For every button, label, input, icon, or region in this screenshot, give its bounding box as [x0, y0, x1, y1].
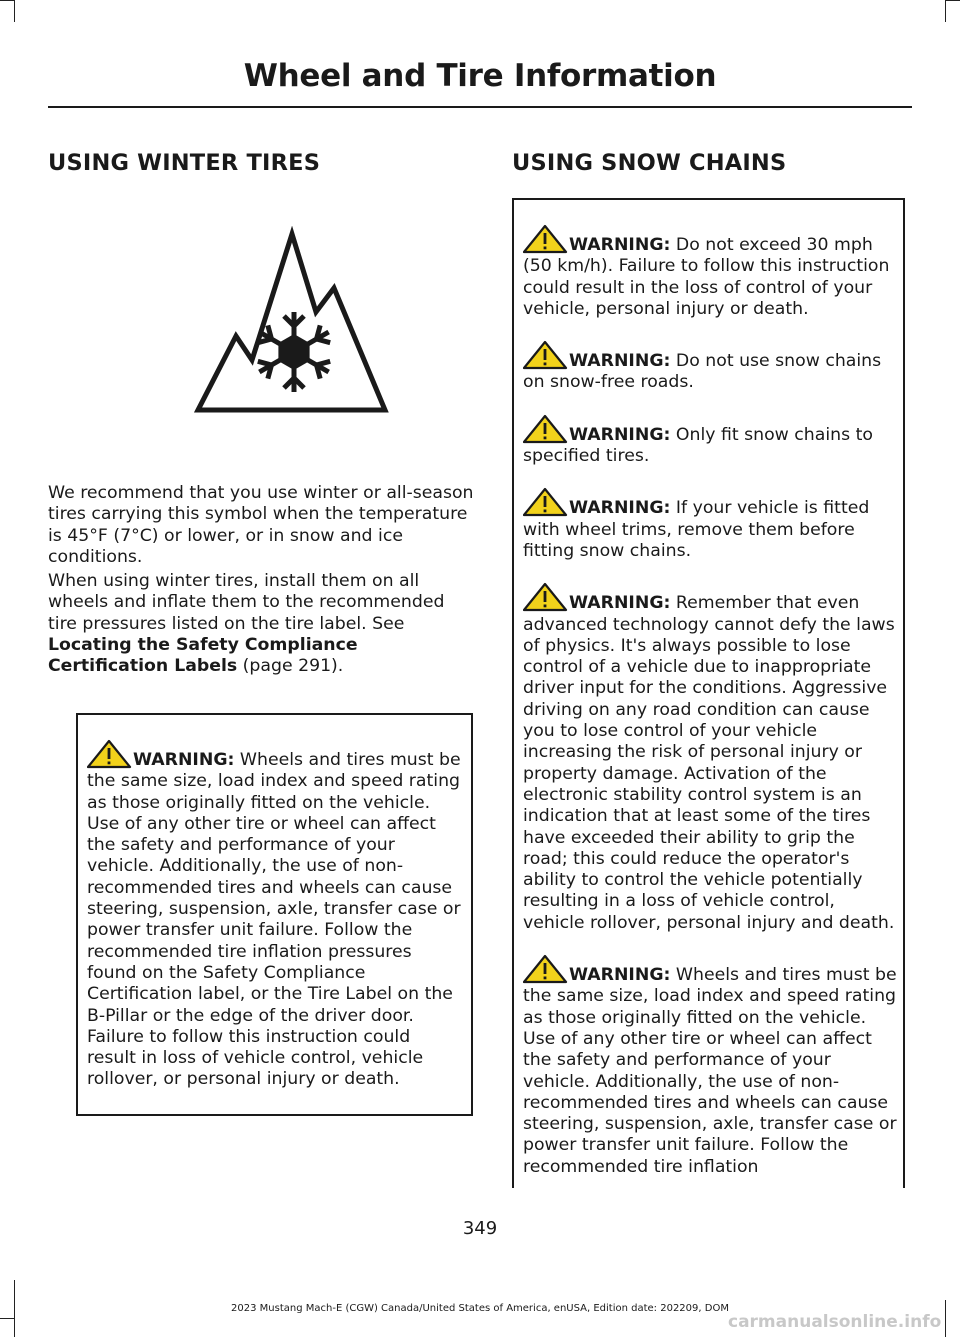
warning-paragraph	[87, 739, 463, 1091]
warning-label: WARNING:	[569, 593, 671, 614]
crop-mark	[0, 1318, 14, 1319]
crop-mark	[946, 0, 960, 1]
warning-triangle-icon	[523, 340, 569, 370]
crop-mark	[0, 0, 14, 1]
warning-text: Wheels and tires must be the same size, load index and speed rating as those originally fitted on the vehicle. Use of any other tire or wheel can affect the safety and performance of your vehicle. Additionally, the use of non-recommended tires and wheels can cause steering, suspension, axle, transfer case or power transfer unit failure. Follow the recommended tire inflation pressures found on the Safety Compliance Certification label, or the Tire Label on the B-Pillar or the edge of the driver door. Failure to follow this instruction could result in loss of vehicle control, vehicle rollover, or personal injury or death.	[87, 750, 461, 1090]
winter-tires-paragraph-1: We recommend that you use winter or all-season tires carrying this symbol when the temperature is 45°F (7°C) or lower, or in snow and ice conditions.	[48, 483, 474, 567]
warning-paragraph	[523, 954, 897, 1178]
warning-triangle-icon	[523, 224, 569, 254]
warning-paragraph	[523, 224, 897, 320]
paragraph-text: (page 291).	[237, 656, 344, 677]
warning-label: WARNING:	[569, 498, 671, 519]
warning-label: WARNING:	[569, 965, 671, 986]
page-header-title: Wheel and Tire Information	[243, 58, 717, 94]
winter-tires-paragraph-2	[48, 571, 476, 677]
page-number: 349	[462, 1218, 498, 1239]
warning-box-snow-chains	[512, 198, 905, 1188]
warning-paragraph	[523, 582, 897, 934]
warning-text: If your vehicle is fitted with wheel trims, remove them before fitting snow chains.	[523, 498, 870, 561]
warning-text: Only fit snow chains to specified tires.	[523, 424, 873, 467]
paragraph-text: When using winter tires, install them on all wheels and inflate them to the recommended tire pressures listed on the tire label. See	[48, 571, 445, 634]
warning-triangle-icon	[523, 582, 569, 612]
warning-triangle-icon	[523, 954, 569, 984]
cross-reference-link[interactable]: Locating the Safety Compliance Certification Labels	[48, 634, 358, 677]
mountain-snowflake-icon	[194, 226, 389, 414]
warning-triangle-icon	[523, 487, 569, 517]
warning-paragraph	[523, 340, 897, 394]
warning-label: WARNING:	[569, 424, 671, 445]
warning-text: Remember that even advanced technology cannot defy the laws of physics. It's always possible to lose control of a vehicle due to inappropriate driver input for the conditions. Aggressive driving on any road condition can cause you to lose control of your vehicle increasing the risk of personal injury or property damage. Activation of the electronic stability control system is an indication that at least some of the tires have exceeded their ability to grip the road; this could reduce the operator's ability to control the vehicle potentially resulting in a loss of vehicle control, vehicle rollover, personal injury and death.	[523, 593, 895, 933]
watermark: carmanualsonline.info	[728, 1312, 942, 1332]
warning-box-winter-tires	[76, 713, 473, 1116]
footer-edition-info: 2023 Mustang Mach-E (CGW) Canada/United States of America, enUSA, Edition date: 202209, DOM	[231, 1303, 729, 1314]
section-heading-snow-chains: USING SNOW CHAINS	[512, 150, 787, 176]
warning-paragraph	[523, 487, 897, 562]
warning-paragraph	[523, 414, 897, 468]
warning-text: Wheels and tires must be the same size, load index and speed rating as those originally fitted on the vehicle. Use of any other tire or wheel can affect the safety and performance of your vehicle. Additionally, the use of non-recommended tires and wheels can cause steering, suspension, axle, transfer case or power transfer unit failure. Follow the recommended tire inflation	[523, 965, 897, 1177]
warning-label: WARNING:	[133, 750, 235, 770]
crop-mark	[945, 0, 946, 22]
section-heading-winter-tires: USING WINTER TIRES	[48, 150, 321, 176]
warning-triangle-icon	[523, 414, 569, 444]
warning-label: WARNING:	[569, 351, 671, 372]
warning-text: Do not exceed 30 mph (50 km/h). Failure to follow this instruction could result in the loss of control of your vehicle, personal injury or death.	[523, 235, 890, 319]
header-divider	[48, 106, 912, 108]
crop-mark	[14, 0, 15, 22]
warning-text: Do not use snow chains on snow-free roads.	[523, 351, 882, 393]
warning-label: WARNING:	[569, 235, 671, 255]
warning-triangle-icon	[87, 739, 133, 769]
